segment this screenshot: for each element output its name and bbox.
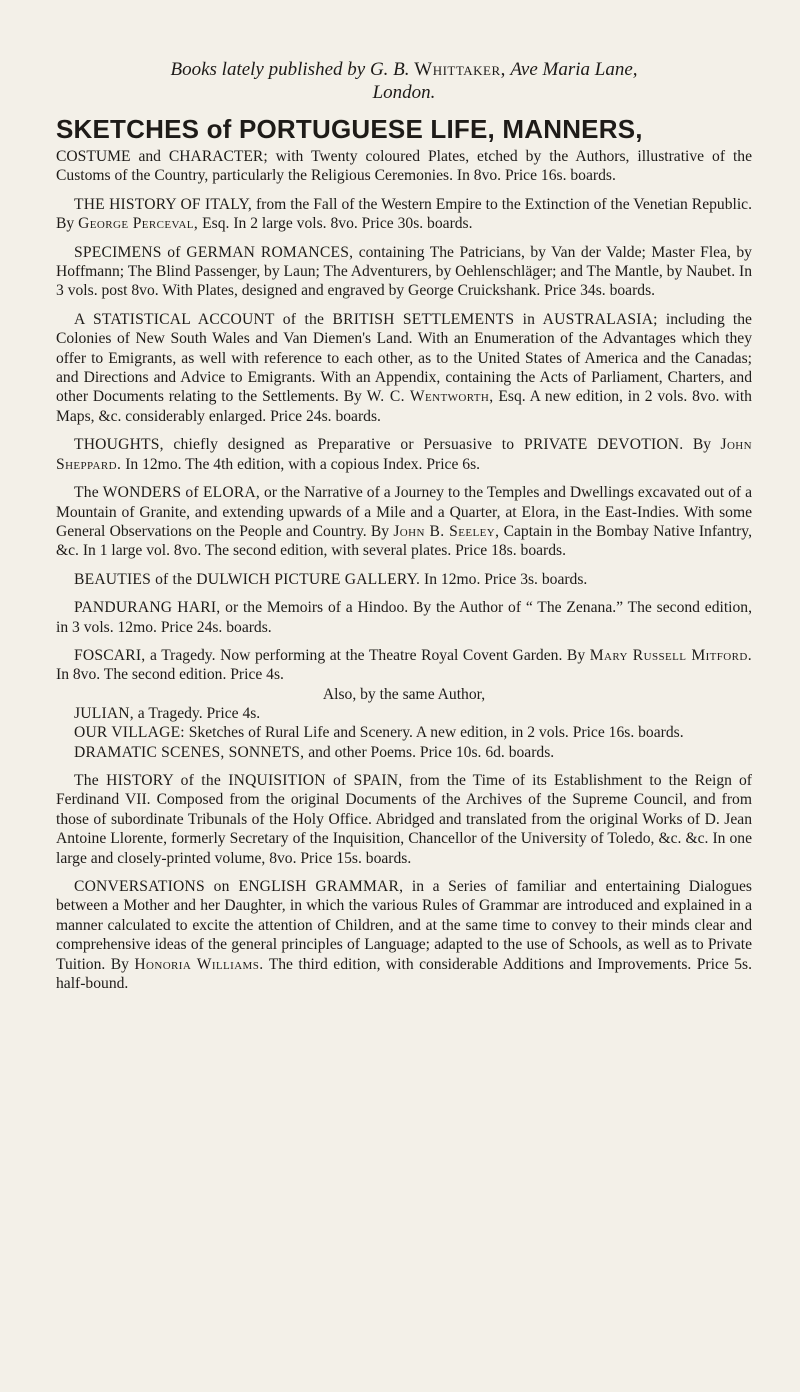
entry-title: CONVERSATIONS on ENGLISH GRAMMAR,: [74, 878, 404, 895]
book-entry: [56, 195, 752, 234]
entry-author: W. C. Wentworth,: [366, 388, 494, 406]
entry-description: containing The Patricians, by Van der Valde; Master Flea, by Hoffmann; The Blind Passenger, by Laun; The Adventurers, by Oehlenschläger; and The Mantle, by Naubet. In 3 vols. post 8vo. With Plates, designed and engraved by George Cruickshank. Price 34s. boards.: [56, 243, 752, 300]
book-entry: [56, 598, 752, 637]
entry-details: In 12mo. The 4th edition, with a copious Index. Price 6s.: [125, 455, 481, 473]
book-entry: [56, 723, 752, 742]
entry-details: Esq. A new edition, in 2 vols. 8vo. with Maps, &c. considerably enlarged. Price 24s. boards.: [56, 388, 752, 425]
entry-author: John B. Seeley,: [393, 522, 500, 540]
entry-description: and other Poems. Price 10s. 6d. boards.: [308, 743, 555, 761]
entry-title: PANDURANG HARI,: [74, 599, 221, 617]
lead-entry-title: SKETCHES of PORTUGUESE LIFE, MANNERS,: [56, 114, 643, 144]
book-entry: [56, 646, 752, 685]
entry-description: a Tragedy. Price 4s.: [137, 704, 261, 722]
entry-description: or the Narrative of a Journey to the Temples and Dwellings excavated out of a Mountain of Granite, and extending upwards of a Mile and a Quarter, at Elora, in the East-Indies. With some General Observations on the People and Country. By: [56, 484, 752, 540]
entry-title: A STATISTICAL ACCOUNT of the BRITISH SETTLEMENTS in AUSTRALASIA;: [74, 310, 658, 328]
entry-author: George Perceval,: [78, 215, 199, 233]
entry-description: a Tragedy. Now performing at the Theatre Royal Covent Garden. By: [149, 646, 586, 664]
book-entry: [56, 771, 752, 868]
entry-title: DRAMATIC SCENES, SONNETS,: [74, 743, 305, 761]
entry-author: Honoria Williams.: [134, 955, 264, 973]
book-entry: [56, 743, 752, 762]
entry-author: John Sheppard.: [56, 436, 752, 473]
entry-details: Esq. In 2 large vols. 8vo. Price 30s. boards.: [202, 215, 473, 233]
entry-description: Sketches of Rural Life and Scenery. A new edition, in 2 vols. Price 16s. boards.: [188, 724, 684, 742]
entry-description: or the Memoirs of a Hindoo. By the Author of “ The Zenana.” The second edition, in 3 vols. 12mo. Price 24s. boards.: [56, 599, 752, 636]
header-text: Books lately published by G. B.: [170, 59, 410, 80]
entry-description: By: [692, 436, 712, 454]
entry-title: THOUGHTS, chiefly designed as Preparative or Persuasive to PRIVATE DEVOTION.: [74, 436, 684, 454]
entry-description: In 12mo. Price 3s. boards.: [424, 570, 588, 588]
publisher-address: Ave Maria Lane,: [510, 59, 638, 80]
entry-title: BEAUTIES of the DULWICH PICTURE GALLERY.: [74, 570, 421, 588]
book-entry: [56, 435, 752, 474]
book-entry: [56, 310, 752, 426]
publisher-city: London.: [372, 82, 436, 103]
entry-details: The third edition, with considerable Additions and Improvements. Price 5s. half-bound.: [56, 955, 752, 993]
page: [56, 58, 752, 1002]
entry-title: JULIAN,: [74, 704, 134, 722]
entry-title: FOSCARI,: [74, 646, 146, 664]
entry-details: Captain in the Bombay Native Infantry, &c. In 1 large vol. 8vo. The second edition, with several plates. Price 18s. boards.: [56, 522, 752, 560]
entry-title: OUR VILLAGE:: [74, 724, 185, 742]
entry-description: COSTUME and CHARACTER; with Twenty coloured Plates, etched by the Authors, illustrative of the Customs of the Country, particularly the Religious Ceremonies. In 8vo. Price 16s. boards.: [56, 148, 752, 185]
book-entry: [56, 483, 752, 561]
publisher-header: [56, 58, 752, 104]
entry-description: in a Series of familiar and entertaining Dialogues between a Mother and her Daughter, in which the various Rules of Grammar are introduced and explained in a manner calculated to excite the attention of Children, and at the same time to convey to their minds clear and comprehensive ideas of the general principles of Language; adapted to the use of Schools, as well as to Private Tuition. By: [56, 878, 752, 973]
entry-details: In 8vo. The second edition. Price 4s.: [56, 666, 284, 684]
same-author-note: Also, by the same Author,: [322, 685, 486, 703]
book-entry: [56, 147, 752, 186]
book-entry: [56, 877, 752, 993]
header-line-1: [56, 58, 752, 81]
book-entry: [56, 570, 752, 589]
entry-description: from the Fall of the Western Empire to the Extinction of the Venetian Republic. By: [56, 195, 752, 233]
book-entry: [56, 704, 752, 723]
entry-title: THE HISTORY OF ITALY,: [74, 195, 253, 213]
publisher-name: Whittaker,: [414, 59, 506, 80]
entry-description: from the Time of its Establishment to the Reign of Ferdinand VII. Composed from the original Documents of the Archives of the Supreme Council, and from those of subordinate Tribunals of the Holy Office. Abridged and translated from the original Works of D. Jean Antoine Llorente, formerly Secretary of the Inquisition, Chancellor of the University of Toledo, &c. &c. In one large and closely-printed volume, 8vo. Price 15s. boards.: [56, 771, 752, 867]
entry-title: The WONDERS of ELORA,: [74, 484, 261, 502]
entry-title: SPECIMENS of GERMAN ROMANCES,: [74, 243, 354, 261]
entry-description: including the Colonies of New South Wales and Van Diemen's Land. With an Enumeration of the Advantages which they offer to Emigrants, as well with reference to each other, as to the United States of America and the Canadas; and Directions and Advice to Emigrants. With an Appendix, containing the Acts of Parliament, Charters, and other Documents relating to the Settlements. By: [56, 310, 752, 406]
entry-author: Mary Russell Mitford.: [589, 646, 753, 664]
entry-title: The HISTORY of the INQUISITION of SPAIN,: [74, 771, 403, 789]
book-entry: [56, 243, 752, 301]
